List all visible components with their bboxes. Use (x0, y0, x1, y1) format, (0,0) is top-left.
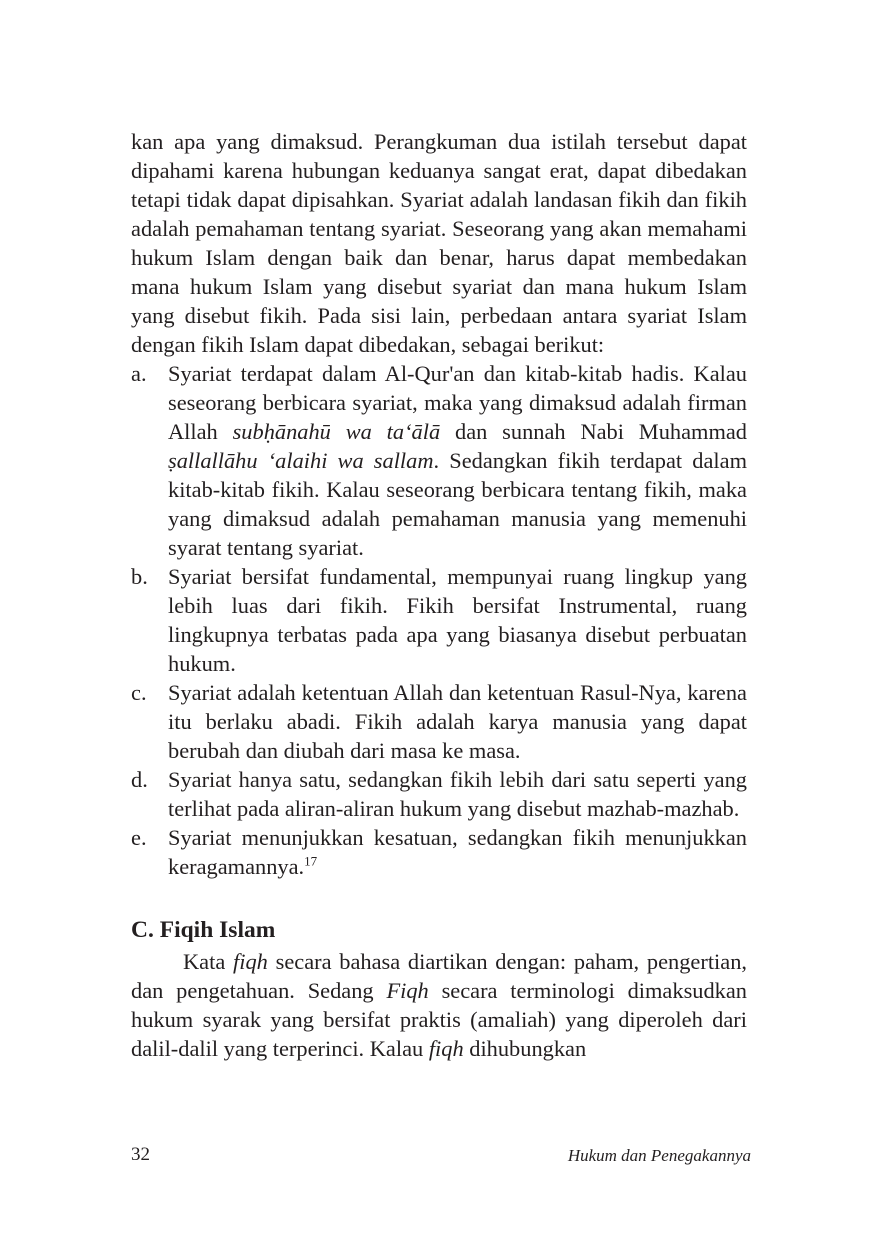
differences-list (131, 359, 747, 881)
list-item-text: Syariat bersifat fundamental, mempunyai ruang lingkup yang lebih luas dari fikih. Fikih bersifat Instrumental, ruang lingkupnya terbatas pada apa yang biasanya disebut perbuatan hukum. (168, 564, 747, 676)
honorific-prophet: ṣallallāhu ‘alaihi wa sallam (168, 448, 434, 473)
page-number: 32 (131, 1144, 150, 1165)
term-fiqh: Fiqh (386, 978, 429, 1003)
list-item-b (131, 562, 747, 678)
honorific-allah: subḥānahū wa ta‘ālā (232, 419, 441, 444)
list-item-text: . Sedangkan fikih terdapat dalam kitab-kitab fikih. Kalau seseorang berbicara tentang fikih, maka yang dimaksud adalah pemahaman manusia yang memenuhi syarat tentang syariat. (168, 448, 747, 560)
section-paragraph (131, 947, 747, 1063)
list-item-d (131, 765, 747, 823)
list-item-text: Syariat menunjukkan kesatuan, sedangkan fikih menunjukkan keragamannya. (168, 825, 747, 879)
list-item-text: Syariat adalah ketentuan Allah dan ketentuan Rasul-Nya, karena itu berlaku abadi. Fikih adalah karya manusia yang dapat berubah dan diubah dari masa ke masa. (168, 680, 747, 763)
list-item-c (131, 678, 747, 765)
list-item-text: Syariat terdapat dalam Al-Qur'an dan kitab-kitab hadis. Kalau seseorang berbicara syariat, maka yang dimaksud adalah firman Allah (168, 361, 747, 444)
list-item-a (131, 359, 747, 562)
paragraph-text: Kata (183, 949, 234, 974)
paragraph-text: dihubungkan (463, 1036, 587, 1061)
term-fiqh: fiqh (233, 949, 268, 974)
list-marker: d. (131, 767, 148, 792)
page-body (131, 127, 747, 1063)
list-marker: e. (131, 825, 147, 850)
section-heading: C. Fiqih Islam (131, 917, 276, 943)
footnote-reference[interactable]: 17 (304, 853, 318, 869)
list-item-text: dan sunnah Nabi Muhammad (440, 419, 748, 444)
list-marker: b. (131, 564, 148, 589)
list-item-text: Syariat hanya satu, sedangkan fikih lebih dari satu seperti yang terlihat pada aliran-aliran hukum yang disebut mazhab-mazhab. (168, 767, 747, 821)
paragraph-text: secara terminologi dimaksudkan hukum syarak yang bersifat praktis (amaliah) yang diperoleh dari dalil-dalil yang terperinci. Kalau (131, 978, 748, 1061)
list-marker: a. (131, 361, 147, 386)
list-marker: c. (131, 680, 147, 705)
running-title: Hukum dan Penegakannya (567, 1146, 751, 1165)
intro-paragraph: kan apa yang dimaksud. Perangkuman dua istilah tersebut dapat dipahami karena hubungan keduanya sangat erat, dapat dibedakan tetapi tidak dapat dipisahkan. Syariat adalah landasan fikih dan fikih adalah pemahaman tentang syariat. Seseorang yang akan memahami hukum Islam dengan baik dan benar, harus dapat membedakan mana hukum Islam yang disebut syariat dan mana hukum Islam yang disebut fikih. Pada sisi lain, perbedaan antara syariat Islam dengan fikih Islam dapat dibedakan, sebagai berikut: (131, 129, 747, 357)
paragraph-text: secara bahasa diartikan dengan: paham, pengertian, dan pengetahuan. Sedang (131, 949, 747, 1003)
term-fiqh: fiqh (428, 1036, 464, 1061)
list-item-e (131, 823, 747, 881)
